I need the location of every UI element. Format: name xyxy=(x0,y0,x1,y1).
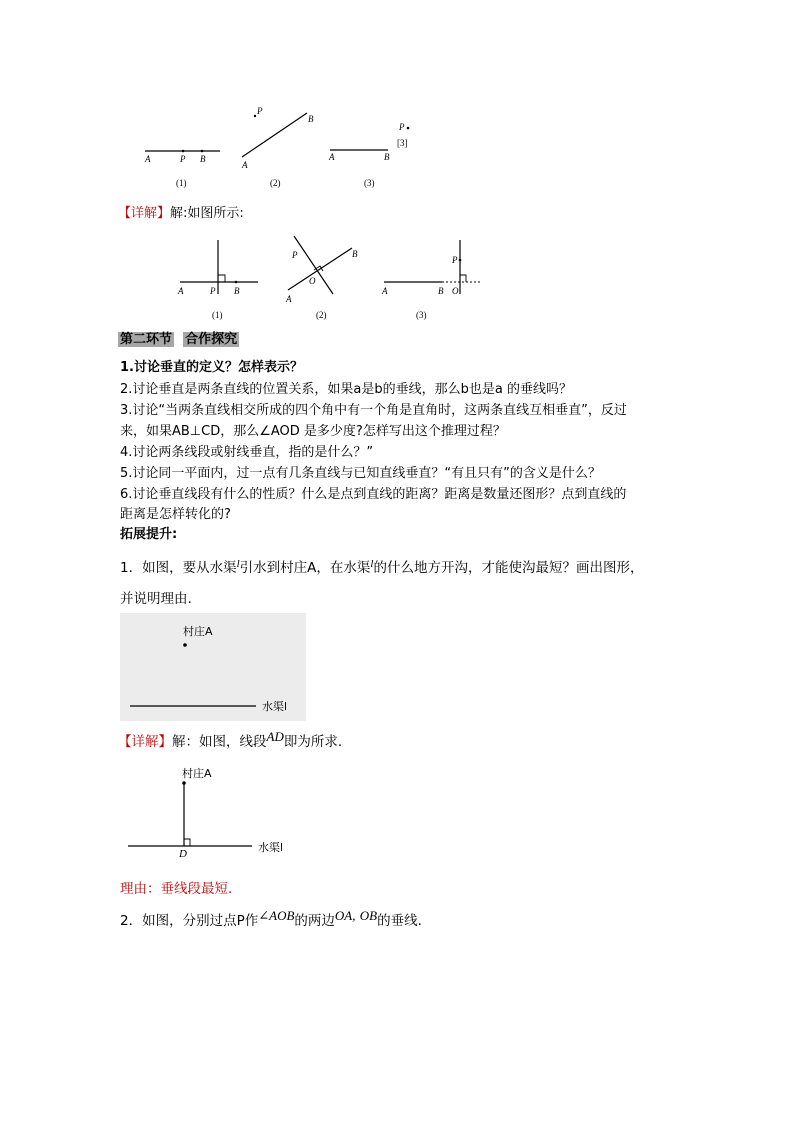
p1-text-a: 1．如图，要从水渠 xyxy=(120,560,237,576)
question-6a: 6.讨论垂直线段有什么的性质？什么是点到直线的距离？距离是数量还图形？点到直线的 xyxy=(120,487,627,502)
p2-text-a: 2．如图，分别过点P作 xyxy=(120,913,259,929)
p2-text-c: 的垂线. xyxy=(377,913,422,929)
label-P-3: P xyxy=(399,122,405,132)
extension-title: 拓展提升: xyxy=(120,527,178,542)
problem-1-line1 xyxy=(120,559,643,578)
canal-label: 水渠l xyxy=(262,700,288,713)
caption-3: (3) xyxy=(364,178,375,188)
sol-label-O-3: O xyxy=(452,286,459,296)
solution-2-line xyxy=(118,729,343,751)
p1-var-l-1: l xyxy=(236,558,240,570)
label-B-1: B xyxy=(200,154,206,164)
label-A-1: A xyxy=(145,154,151,164)
question-4: 4.讨论两条线段或射线垂直，指的是什么？” xyxy=(120,445,374,460)
caption-2: (2) xyxy=(270,178,281,188)
sol-caption-1: (1) xyxy=(212,310,223,320)
question-6b: 距离是怎样转化的? xyxy=(120,507,231,522)
p1-text-b: 引水到村庄A，在水渠 xyxy=(239,560,371,576)
p2-oa: OA xyxy=(334,908,353,923)
solution-2-var: AD xyxy=(266,729,284,744)
sol-label-P-2: P xyxy=(292,250,298,260)
sol-label-A-2: A xyxy=(286,294,292,304)
problem-figure xyxy=(140,100,430,192)
p1-text-c: 的什么地方开沟，才能使沟最短？画出图形， xyxy=(373,560,644,576)
p1-var-l-2: l xyxy=(370,558,374,570)
solution-2-text-a: 解：如图，线段 xyxy=(172,734,267,750)
sol-village-label: 村庄A xyxy=(182,767,212,780)
problem-1-figure xyxy=(120,613,306,721)
reason-line: 理由：垂线段最短. xyxy=(120,881,233,897)
solution-bracket: 【详解】 xyxy=(118,206,171,221)
p2-ob: OB xyxy=(359,908,378,923)
solution-2-text-b: 即为所求. xyxy=(283,734,343,750)
question-3b: 来，如果AB⊥CD，那么∠AOD 是多少度?怎样写出这个推理过程？ xyxy=(120,424,506,439)
problem-2-line xyxy=(120,908,422,930)
solution-1-line xyxy=(118,205,244,223)
question-2: 2.讨论垂直是两条直线的位置关系，如果a是b的垂线，那么b也是a 的垂线吗？ xyxy=(120,382,572,397)
p2-sep: , xyxy=(352,908,356,923)
solution-figure xyxy=(170,232,490,324)
problem-1-line2: 并说明理由. xyxy=(120,591,192,607)
solution-2-bracket: 【详解】 xyxy=(118,734,172,750)
p2-text-b: 的两边 xyxy=(294,913,335,929)
label-B-2: B xyxy=(308,114,314,124)
question-3a: 3.讨论“当两条直线相交所成的四个角中有一个角是直角时，这两条直线互相垂直”，反过 xyxy=(120,403,627,418)
label-A-2: A xyxy=(242,160,248,170)
sol-canal-label: 水渠l xyxy=(258,841,284,854)
sol-caption-3: (3) xyxy=(416,310,427,320)
p2-angle: ∠AOB xyxy=(258,908,295,923)
label-bracket: [3] xyxy=(397,138,408,148)
village-label: 村庄A xyxy=(183,625,213,638)
label-P-2: P xyxy=(257,106,263,116)
problem-1-solution-figure xyxy=(120,760,320,865)
sol-label-A-3: A xyxy=(382,286,388,296)
sol-caption-2: (2) xyxy=(316,310,327,320)
sol-label-P-1: P xyxy=(210,286,216,296)
sol-label-P-3: P xyxy=(452,255,458,265)
sol-label-D: D xyxy=(179,848,187,860)
solution-text: 解:如图所示: xyxy=(170,206,244,221)
label-A-3: A xyxy=(329,152,335,162)
sol-label-B-2: B xyxy=(352,249,358,259)
question-1: 1.讨论垂直的定义？怎样表示？ xyxy=(120,360,303,375)
sol-label-B-1: B xyxy=(234,286,240,296)
caption-1: (1) xyxy=(176,178,187,188)
section-part2: 合作探究 xyxy=(185,332,238,347)
sol-label-B-3: B xyxy=(438,286,444,296)
section-part1: 第二环节 xyxy=(120,332,173,347)
label-B-3: B xyxy=(384,152,390,162)
section-heading xyxy=(118,331,239,348)
sol-label-O-2: O xyxy=(309,276,316,286)
sol-label-A-1: A xyxy=(178,286,184,296)
question-5: 5.讨论同一平面内，过一点有几条直线与已知直线垂直？“有且只有”的含义是什么？ xyxy=(120,466,601,481)
label-P-1: P xyxy=(180,154,186,164)
